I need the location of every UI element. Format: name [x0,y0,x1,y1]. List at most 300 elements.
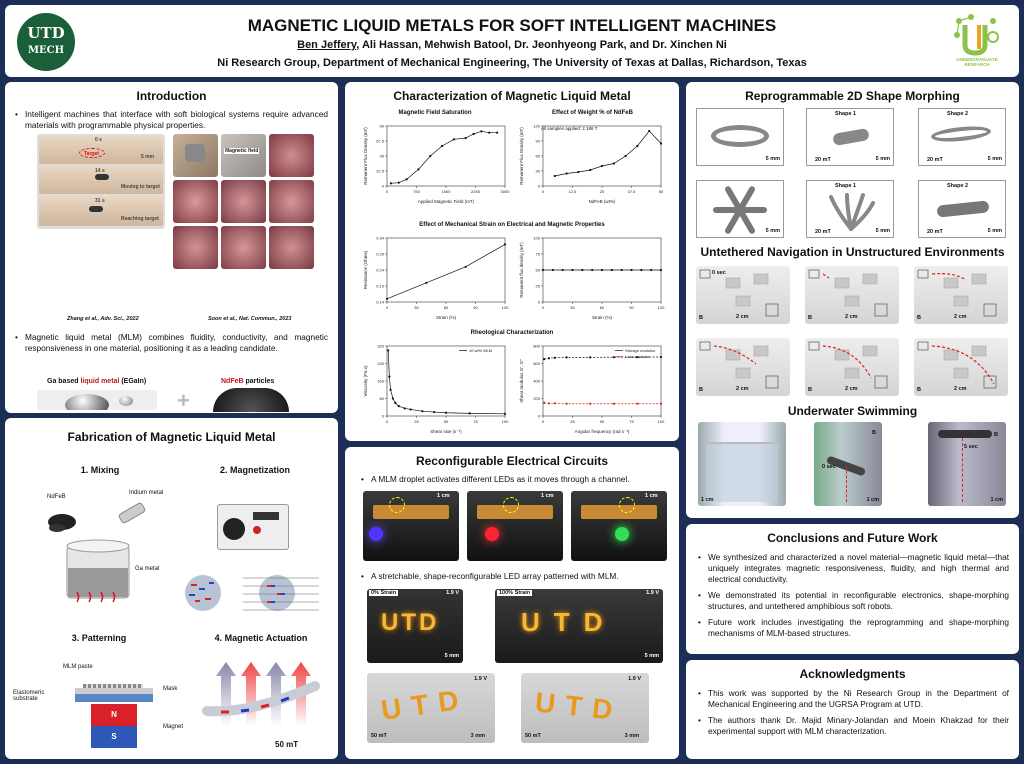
intro-photo-label-0s: 0 s [95,137,102,143]
morph-ring-shape1-scale: 5 mm [875,156,890,162]
x-tick-label: 37.5 [627,189,636,194]
y-axis-label: Resistance (Ohms) [363,250,368,290]
y-tick-label: 50 [535,267,540,273]
y-tick-label: 200 [533,396,540,401]
y-tick-label: 0.24 [376,267,384,273]
circuits-bullet-2: • A stretchable, shape-reconfigurable LED array patterned with MLM. [359,571,671,582]
morph-ring-shape2 [918,108,1006,166]
data-point [425,282,427,284]
led-photo-blue-scale: 1 cm [437,493,450,499]
data-point [394,402,396,404]
intro-photo-stomach-4 [269,180,314,223]
y-tick-label: 67.5 [376,138,384,144]
y-axis-label: Remanent flux density (mT) [519,242,524,298]
strain0-scale: 5 mm [444,653,459,659]
morph-ring-shape1-field: 20 mT [815,157,831,163]
led-photo-red [467,491,563,561]
data-point [630,269,632,271]
y-tick-label: 45 [379,153,384,159]
navigation-scale-label: 2 cm [736,386,749,392]
data-point [504,243,506,245]
led-photo-green [571,491,667,561]
x-tick-label: 50 [599,419,605,424]
intro-bullet-2: • Magnetic liquid metal (MLM) combines fluidity, conductivity, and magnetic responsiveness in one material, positioning it as a leading candidate. [13,332,328,354]
swim-photo-2-scale: 1 cm [866,497,879,503]
morph-ring-scale: 5 mm [765,156,780,162]
poster-title: MAGNETIC LIQUID METALS FOR SOFT INTELLIGENT MACHINES [247,16,777,35]
plus-icon: + [177,388,190,413]
y-tick-label: 25 [535,283,540,289]
x-tick-label: 120 [501,305,509,310]
data-point [469,412,471,414]
intro-photo-label-31s: 31 s [95,198,105,204]
header-panel [5,5,1019,77]
bent2-field: 50 mT [525,733,541,739]
navigation-frame [805,338,899,396]
data-point [562,269,564,271]
strain0-label: 0% Strain [371,590,397,596]
y-tick-label: 0 [381,413,384,419]
y-tick-label: 0 [537,299,540,305]
y-tick-label: 800 [533,343,540,349]
swim-photo-3-b: B [994,432,998,438]
plot-saturation [361,120,511,206]
navigation-field-label: B [808,315,812,321]
conclusions-panel [686,524,1019,654]
data-point [660,356,662,358]
data-point [398,405,400,407]
data-point [496,132,498,134]
galinstan-label [47,378,146,385]
x-axis-label: Strain (%) [435,315,457,320]
label-mlm-paste: MLM paste [63,664,93,670]
y-tick-label: 0 [537,413,540,419]
plot-area [387,346,505,416]
data-point [543,358,545,360]
led-channel-row [363,491,668,561]
data-point [453,138,455,140]
label-ga-metal: Ga metal [135,566,160,572]
author-line [5,39,1019,51]
data-point [406,178,408,180]
intro-photo-label-target: Target [84,151,99,157]
y-tick-label: 120 [533,123,540,129]
data-point [488,132,490,134]
data-point [601,165,603,167]
data-point [577,171,579,173]
acknowledgments-title: Acknowledgments [799,667,906,681]
label-magnet: Magnet [163,724,184,730]
morph-star-shape1-scale: 5 mm [875,228,890,234]
intro-photo-label-reaching: Reaching target [121,216,159,222]
x-tick-label: 90 [629,305,634,310]
data-point [390,182,392,184]
data-point [433,411,435,413]
chart-svg [517,340,667,436]
liquid-metal-photo [37,390,157,410]
x-axis-label: Applied Magnetic Field (mT) [417,199,475,204]
logo-utd-text: UTD [27,24,65,42]
led-array-utd-text-100: UTD [521,607,617,637]
x-tick-label: 0 [385,305,389,310]
x-tick-label: 50 [658,189,664,194]
intro-photo-label-14s: 14 s [95,168,105,174]
characterization-title: Characterization of Magnetic Liquid Metal [393,89,631,103]
bent2-volt: 1.9 V [628,676,641,682]
y-tick-label: 0.29 [376,251,384,257]
x-tick-label: 60 [443,305,449,310]
chart-svg [517,120,667,206]
x-tick-label: 0 [541,305,545,310]
label-ndfeb: NdFeB [47,494,66,500]
data-point [421,410,423,412]
data-point [640,269,642,271]
plot-resistance-strain [361,232,511,322]
strain100-label: 100% Strain [499,590,531,596]
led-array-bent-1-text: UTD [379,683,471,726]
y-tick-label: 320 [377,343,384,349]
x-tick-label: 90 [473,305,478,310]
navigation-scale-label: 2 cm [845,314,858,320]
swimming-title: Underwater Swimming [787,404,918,418]
intro-citation-1: Zhang et al., Adv. Sci., 2022 [67,316,139,322]
led-photo-blue [363,491,459,561]
magnet-north: N [91,704,137,726]
chart-svg [361,232,511,322]
chart-svg [517,232,667,322]
intro-photo-stomach-5 [173,226,218,269]
data-point [650,269,652,271]
rheo-title: Rheological Characterization [470,330,554,336]
led-array-0-strain [367,589,463,663]
x-tick-label: 1500 [441,189,451,194]
data-point [543,402,545,404]
x-tick-label: 60 [599,305,605,310]
intro-photo-stomach-3 [221,180,266,223]
swim-photo-3 [928,422,1006,506]
morph-ring-shape2-field: 20 mT [927,157,943,163]
data-point [636,403,638,405]
navigation-title: Untethered Navigation in Unstructured Environments [700,245,1005,259]
morph-star-shape1 [806,180,894,238]
swim-photo-1-scale: 1 cm [701,497,714,503]
navigation-frame [914,338,1008,396]
swim-photo-3-scale: 1 cm [990,497,1003,503]
step-mixing: 1. Mixing [80,465,120,475]
data-point [388,376,390,378]
conclusions-title: Conclusions and Future Work [767,531,938,545]
x-tick-label: 30 [570,305,575,310]
intro-photo-stomach-1 [269,134,314,177]
intro-photo-hand [173,134,218,177]
data-point [660,269,662,271]
y-tick-label: 160 [377,378,384,384]
y-tick-label: 400 [533,378,540,384]
introduction-title: Introduction [136,89,207,103]
data-point [613,403,615,405]
morph-ring-shape2-scale: 5 mm [987,156,1002,162]
galinstan-label-a: Ga based [47,378,81,385]
intro-photo-stomach-6 [221,226,266,269]
intro-photo-gripper [221,134,266,177]
patterning-illustration [13,646,184,754]
x-tick-label: 25 [599,189,605,194]
swim-photo-2-time: 0 sec [822,464,836,470]
step-actuation: 4. Magnetic Actuation [214,633,308,643]
data-point [386,298,388,300]
y-tick-label: 0 [537,183,540,189]
data-point [398,182,400,184]
ndfeb-label [221,378,274,385]
data-point [387,349,389,351]
circuits-title: Reconfigurable Electrical Circuits [415,454,609,468]
data-point [611,269,613,271]
navigation-field-label: B [699,387,703,393]
data-point [566,403,568,405]
data-point [472,133,474,135]
data-point [548,357,550,359]
navigation-scale-label: 2 cm [736,314,749,320]
label-indium: Indium metal [129,490,164,496]
mixing-illustration [37,480,167,620]
y-tick-label: 22.5 [376,168,384,174]
navigation-scale-label: 2 cm [954,386,967,392]
y-axis-label: Shear modulus G', G'' [519,359,524,403]
ugr-logo-text: UNDERGRADUATE RESEARCH [956,57,998,67]
intro-citation-2: Soon et al., Nat. Commun., 2023 [208,316,292,322]
plot-area [387,126,505,186]
data-point [410,408,412,410]
x-tick-label: 0 [541,419,545,424]
x-tick-label: 120 [657,305,665,310]
data-point [581,269,583,271]
bent1-field: 50 mT [371,733,387,739]
data-point [554,175,556,177]
legend-entry: Storage modulus [625,348,656,353]
label-mask: Mask [163,686,178,692]
y-tick-label: 30 [535,168,540,174]
intro-photo-scale: 5 mm [141,154,155,160]
y-tick-label: 80 [379,396,384,401]
data-point [429,155,431,157]
x-tick-label: 50 [443,419,449,424]
data-point [589,356,591,358]
morph-ring-original [696,108,784,166]
conclusion-bullet-2: • We demonstrated its potential in reconfigurable electronics, shape-morphing structures, and untethered amphibious soft robots. [696,590,1009,612]
plot-viscosity [361,340,511,436]
magnetization-diagram [181,568,321,618]
y-tick-label: 600 [533,361,540,366]
actuation-field-label: 50 mT [275,740,299,749]
y-tick-label: 0.34 [376,235,384,241]
data-point [621,269,623,271]
led-photo-red-scale: 1 cm [541,493,554,499]
navigation-scale-label: 2 cm [845,386,858,392]
plot2-note: All samples applied: 2.186 T [541,126,598,131]
intro-bullet-1: • Intelligent machines that interface with soft biological systems require advanced materials with programmable physical properties. [13,109,328,131]
ugr-logo [949,11,1005,71]
y-tick-label: 60 [535,153,540,159]
y-tick-label: 0.19 [376,283,384,289]
navigation-field-label: B [917,315,921,321]
morph-ring-shape1 [806,108,894,166]
data-point [552,269,554,271]
morph-star-scale: 5 mm [765,228,780,234]
plot-modulus [517,340,667,436]
plot2-title: Effect of Weight % of NdFeB [552,110,633,116]
y-axis-label: Viscosity (Pa.s) [363,365,368,397]
data-point [636,145,638,147]
data-point [392,397,394,399]
fabrication-title: Fabrication of Magnetic Liquid Metal [67,430,276,444]
logo-mech-text: MECH [27,45,65,56]
magnetizer-device [217,504,289,554]
navigation-field-label: B [917,387,921,393]
data-point [389,389,391,391]
morph-star-shape2-label: Shape 2 [947,183,969,189]
x-axis-label: Shear rate (s⁻¹) [430,429,462,434]
swim-photo-2 [814,422,882,506]
y-tick-label: 0.14 [376,299,384,305]
x-tick-label: 3000 [500,189,510,194]
navigation-time-label: 0 sec [712,270,726,276]
data-point [591,269,593,271]
data-point [613,162,615,164]
intro-photo-stomach-7 [269,226,314,269]
x-tick-label: 25 [414,419,419,424]
data-point [648,130,650,132]
x-tick-label: 25 [570,419,575,424]
ack-bullet-1: • This work was supported by the Ni Research Group in the Department of Mechanical Engineering and the UGRSA Program at UTD. [696,688,1009,710]
intro-photo-stomach-2 [173,180,218,223]
data-point [542,269,544,271]
label-elastomeric: Elastomeric substrate [13,690,45,702]
navigation-scale-label: 2 cm [954,314,967,320]
strain100-volt: 1.9 V [646,590,659,596]
plot1-title: Magnetic Field Saturation [398,110,472,116]
led-array-bent-1 [367,673,495,743]
legend-entry: Loss modulus [625,354,650,359]
plot-weight-ndfeb [517,120,667,206]
bent2-scale: 3 mm [624,733,639,739]
navigation-frame [696,338,790,396]
y-axis-label: Remanent Flux Density (mT) [519,127,524,185]
intro-photo-swimming-robot [37,134,165,229]
characterization-panel [345,82,679,441]
bent1-volt: 1.9 V [474,676,487,682]
data-point [441,145,443,147]
actuation-illustration [201,656,321,752]
plot-flux-strain [517,232,667,322]
x-tick-label: 0 [385,189,389,194]
data-point [589,403,591,405]
led-array-bent-2-text: UTD [533,686,624,727]
navigation-field-label: B [699,315,703,321]
ack-bullet-2: • The authors thank Dr. Majid Minary-Jolandan and Moein Khakzad for their experimental support with MLM characterization. [696,715,1009,737]
x-tick-label: 30 [414,305,419,310]
y-tick-label: 90 [379,123,384,129]
galinstan-label-b: liquid metal [80,378,120,385]
morph-ring-shape1-label: Shape 1 [835,111,857,117]
data-point [601,269,603,271]
navigation-field-label: B [808,387,812,393]
strain0-volt: 1.9 V [446,590,459,596]
led-array-bent-2 [521,673,649,743]
y-tick-label: 240 [377,361,384,366]
plot-area [543,126,661,186]
x-axis-label: Angular frequency (rad s⁻¹) [574,429,630,434]
morph-star-shape2-scale: 5 mm [987,228,1002,234]
swim-photo-1 [698,422,786,506]
x-tick-label: 100 [657,419,665,424]
fabrication-panel [5,418,338,759]
intro-photo-label-moving: Moving to target [121,184,160,190]
data-point [465,266,467,268]
data-point [445,412,447,414]
data-point [465,137,467,139]
data-point [625,155,627,157]
data-point [613,356,615,358]
morph-star-shape1-field: 20 mT [815,229,831,235]
data-point [566,172,568,174]
chart-svg [361,120,511,206]
swim-photo-2-b: B [872,430,876,436]
data-point [504,413,506,415]
data-point [571,269,573,271]
y-tick-label: 0 [381,183,384,189]
galinstan-label-c: (EGaIn) [119,378,147,385]
ndfeb-label-b: particles [243,378,275,385]
coauthors: , Ali Hassan, Mehwish Batool, Dr. Jeonhyeong Park, and Dr. Xinchen Ni [356,39,727,51]
led-photo-green-scale: 1 cm [645,493,658,499]
x-tick-label: 2250 [471,189,480,194]
data-point [566,356,568,358]
y-tick-label: 100 [533,235,540,241]
legend-entry: 10 wt% MLM [469,348,493,353]
data-point [660,403,662,405]
y-axis-label: Remanent Flux Density (mT) [363,127,368,185]
circuits-panel [345,447,679,759]
y-tick-label: 75 [535,251,540,257]
navigation-frame [696,266,790,324]
x-tick-label: 0 [385,419,389,424]
data-point [417,168,419,170]
intro-photo-label-field: Magnetic field [225,148,259,154]
magnet-south: S [91,726,137,748]
x-tick-label: 75 [473,419,478,424]
navigation-grid [696,266,1008,406]
data-point [554,402,556,404]
navigation-frame [805,266,899,324]
x-tick-label: 12.5 [568,189,577,194]
led-array-utd-text-0: UTD [381,609,440,636]
conclusion-bullet-3: • Future work includes investigating the reprogramming and shape-morphing mechanisms of MLM-based structures. [696,617,1009,639]
navigation-frame [914,266,1008,324]
x-tick-label: 0 [541,189,545,194]
data-point [554,357,556,359]
x-tick-label: 75 [629,419,634,424]
morph-star-shape2 [918,180,1006,238]
step-patterning: 3. Patterning [71,633,127,643]
morph-star-shape2-field: 20 mT [927,229,943,235]
strain-title: Effect of Mechanical Strain on Electrical and Magnetic Properties [419,222,605,228]
strain100-scale: 5 mm [644,653,659,659]
morph-star-original [696,180,784,238]
plot-area [387,238,505,302]
data-point [589,169,591,171]
x-axis-label: Strain (%) [591,315,613,320]
data-point [548,402,550,404]
